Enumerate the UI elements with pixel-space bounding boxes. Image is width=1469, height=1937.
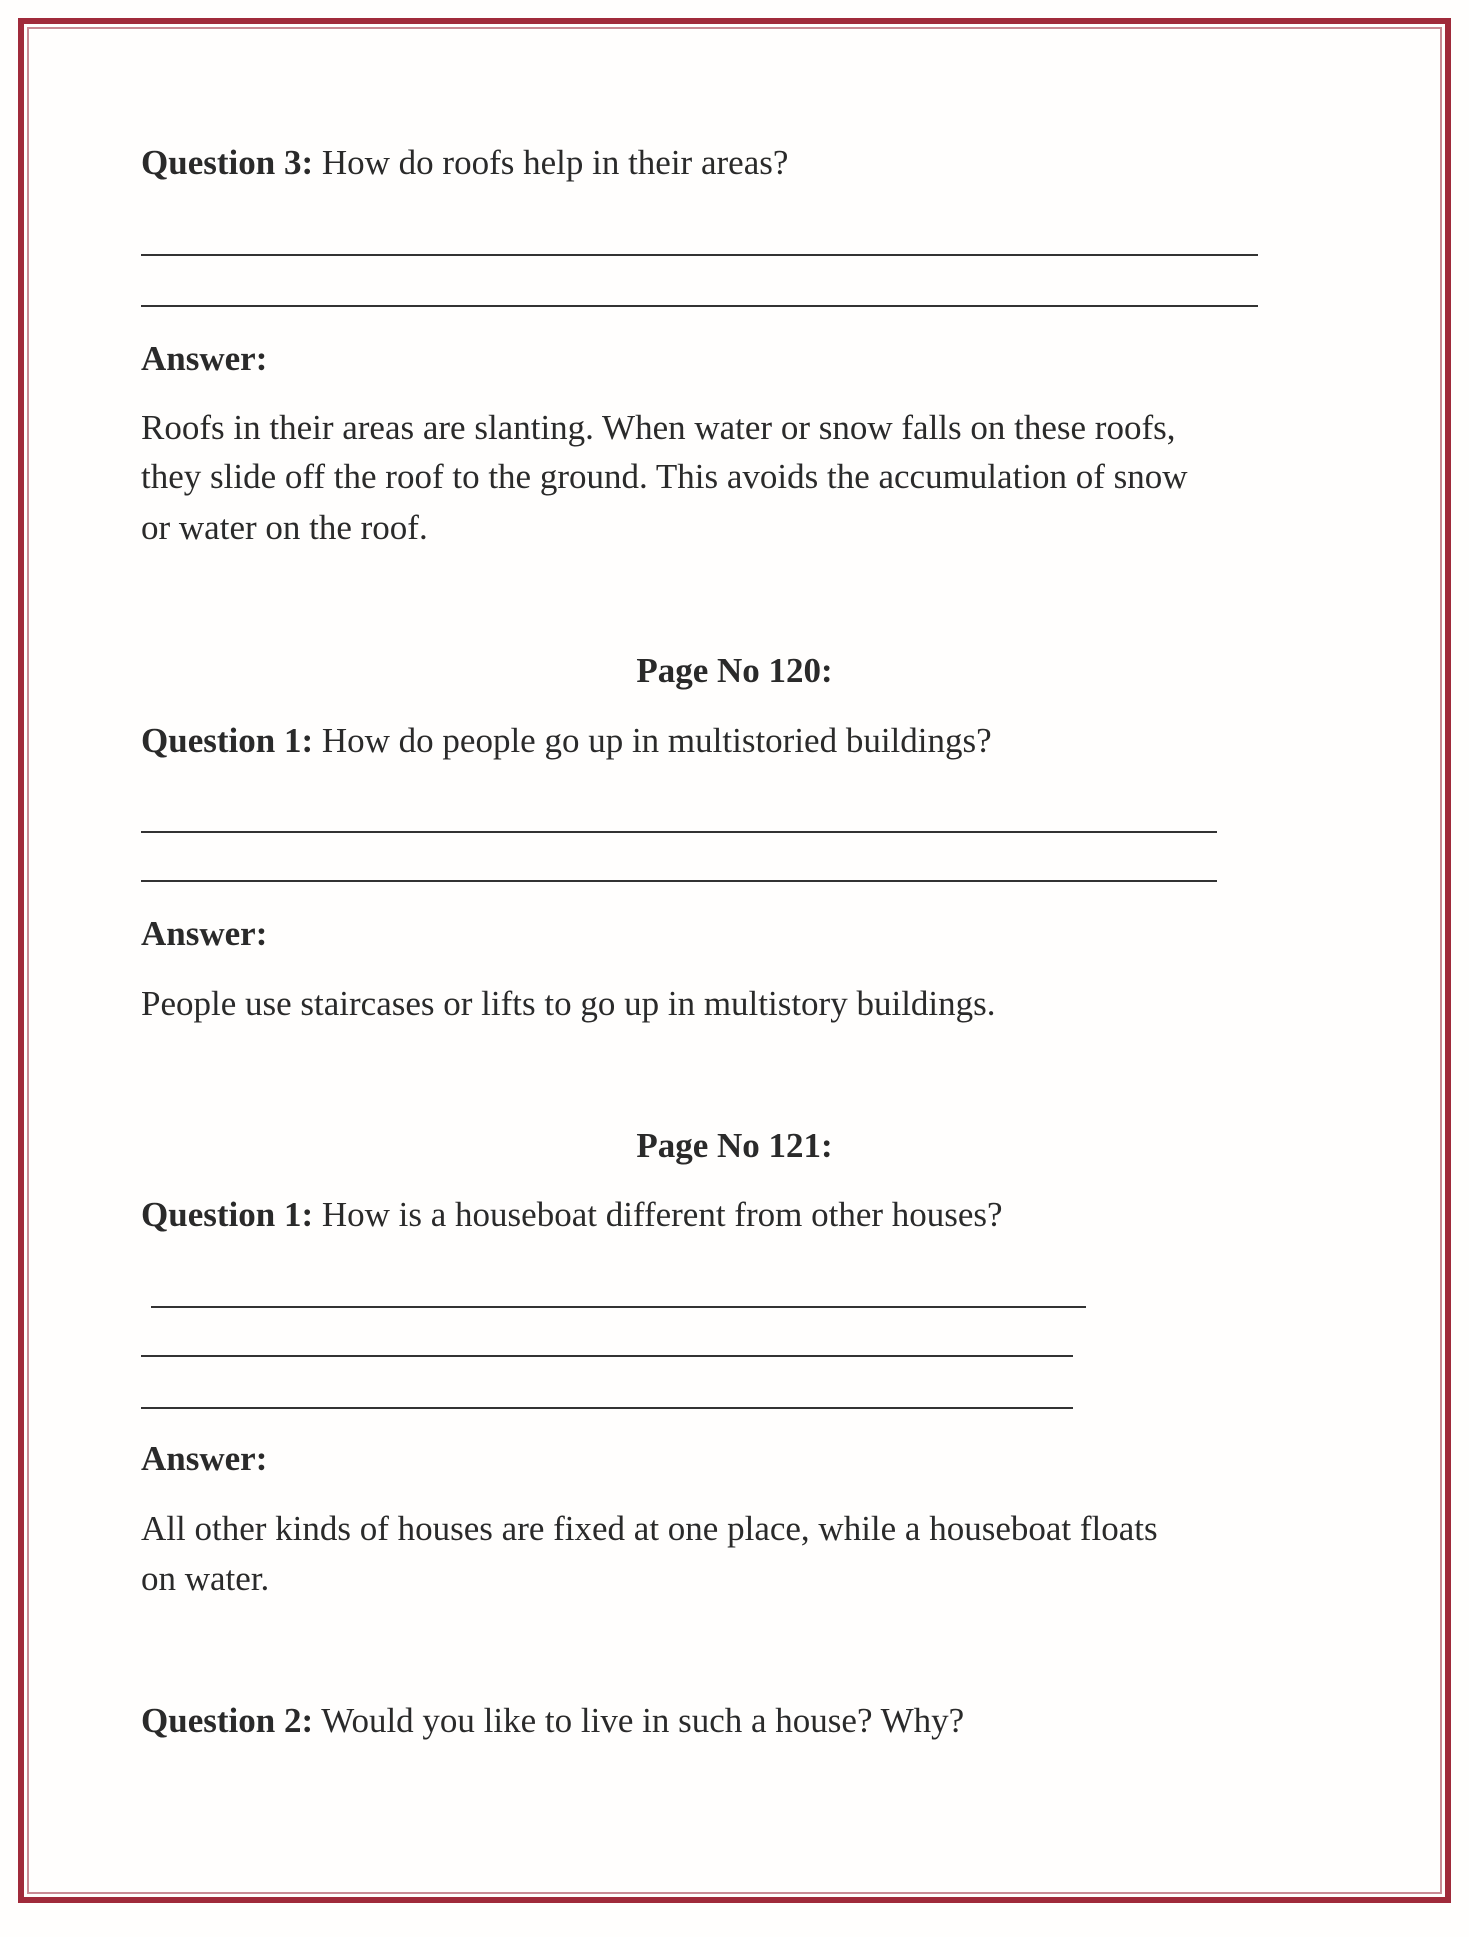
question-1-p120 [141,716,992,766]
answer-text-line: All other kinds of houses are fixed at one place, while a houseboat floats [141,1509,1158,1548]
answer-text-line: Roofs in their areas are slanting. When water or snow falls on these roofs, [141,408,1176,447]
answer-text-line: on water. [141,1559,270,1598]
page-heading-121: Page No 121: [636,1126,833,1165]
answer-line [141,1407,1073,1409]
answer-line [141,1355,1073,1357]
answer-line [141,254,1258,256]
question-label: Question 1: [141,721,314,760]
question-label: Question 2: [141,1701,314,1740]
question-label: Question 1: [141,1195,314,1234]
question-text: How do roofs help in their areas? [313,143,789,182]
answer-line [151,1306,1086,1308]
question-label: Question 3: [141,143,314,182]
answer-label: Answer: [141,1439,268,1478]
question-text: Would you like to live in such a house? Why? [313,1701,965,1740]
answer-label: Answer: [141,339,268,378]
answer-label: Answer: [141,914,268,953]
question-1-p121 [141,1190,1003,1240]
question-text: How is a houseboat different from other houses? [313,1195,1003,1234]
answer-text-line: they slide off the roof to the ground. This avoids the accumulation of snow [141,457,1188,496]
question-2-p121 [141,1696,964,1746]
question-3 [141,138,788,188]
answer-text: People use staircases or lifts to go up in multistory buildings. [141,984,996,1023]
answer-line [141,831,1217,833]
page-heading-120: Page No 120: [636,651,833,690]
page-border-inner [27,27,1442,1894]
answer-line [141,880,1217,882]
question-text: How do people go up in multistoried buildings? [313,721,992,760]
answer-text-line: or water on the roof. [141,508,428,547]
answer-line [141,305,1258,307]
